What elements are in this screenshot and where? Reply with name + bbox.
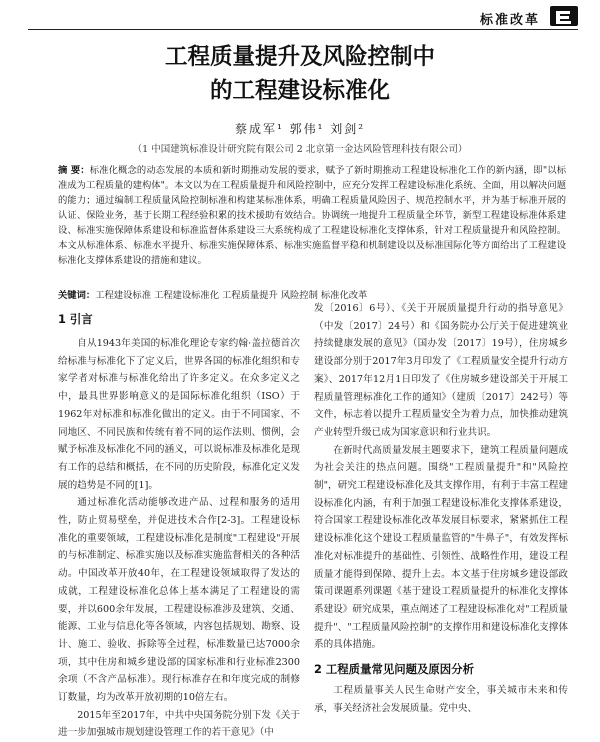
section-2-heading: 2 工程质量常见问题及原因分析 [314, 662, 474, 677]
header-rule [28, 29, 578, 30]
left-column [58, 300, 300, 742]
abstract [58, 163, 566, 268]
authors: 蔡成军¹ 郭伟¹ 刘剑² [234, 122, 366, 136]
affiliation: （1 中国建筑标准设计研究院有限公司 2 北京第一金达风险管理科技有限公司） [132, 144, 468, 155]
keywords-text: 工程建设标准 工程建设标准化 工程质量提升 风险控制 标准化改革 [95, 290, 368, 301]
paragraph: 工程质量事关人民生命财产安全，事关城市未来和传承，事关经济社会发展质量。党中央、 [314, 685, 568, 714]
keywords-label: 关键词： [58, 290, 96, 301]
abstract-label: 摘 要： [58, 165, 90, 176]
article-title [0, 40, 600, 108]
paragraph: 自从1943年美国的标准化理论专家约翰·盖拉德首次给标准与标准化下了定义后，世界各国的标准化组织和专家学者对标准与标准化给出了许多定义。在众多定义之中，最具世界影响意义的是国际标准化组织（ISO）于1962年对标准和标准化做出的定义。由于不同国家、不同地区、不同民族和传统有着不同的运作法则、惯例，会赋予标准及标准化不同的涵义，可以说标准及标准化是现有工作的总结和概括，在不同的历史阶段，标准化定义发展的趋势是不同的[1]。 [58, 338, 300, 491]
paragraph: 通过标准化活动能够改进产品、过程和服务的适用性，防止贸易壁垒，并促进技术合作[2-3]。工程建设标准化的重要领域，工程建设标准化是制度"工程建设"开展的与标准制定、标准实施以及标准实施监督相关的各种活动。中国改革开放40年，在工程建设领域取得了发达的成就，工程建设标准化总体上基本满足了工程建设的需要，并以600余年发展，工程建设标准涉及建筑、交通、能源、工业与信息化等各领域，内容包括规划、勘察、设计、施工、验收、拆除等全过程，标准数量已达7000余项，其中住房和城乡建设部的国家标准和行业标准2300余项（不含产品标准）。现行标准存在和年度完成的制修订数量，均为改革开放初期的10倍左右。 [58, 497, 300, 704]
journal-logo-icon [550, 6, 578, 26]
paragraph: 在新时代高质量发展主题要求下，建筑工程质量问题成为社会关注的热点问题。围绕"工程质量提升"和"风险控制"，研究工程建设标准化及其支撑作用，有利于丰富工程建设标准化内涵，有利于加强工程建设标准化支撑体系建设，符合国家工程建设标准化改革发展目标要求，紧紧抓住工程建设标准化这个建设工程质量监管的"牛鼻子"，有效发挥标准化对标准提升的基础性、引领性、战略性作用，建设工程质量才能得到保障、提升上去。本文基于住房城乡建设部政策司课题系列课题《基于建设工程质量提升的标准化支撑体系建设》研究成果，重点阐述了工程建设标准化对"工程质量提升"、"工程质量风险控制"的支撑作用和建设标准化支撑体系的具体措施。 [314, 444, 568, 651]
right-column [314, 300, 568, 717]
section-1-heading: 1 引言 [58, 312, 93, 326]
paragraph: 2015年至2017年，中共中央国务院分别下发《关于进一步加强城市规划建设管理工作的若干意见》（中 [58, 709, 300, 739]
paragraph: 发〔2016〕6号）、《关于开展质量提升行动的指导意见》（中发〔2017〕24号）和《国务院办公厅关于促进建筑业持续健康发展的意见》（国办发〔2017〕19号），住房城乡建设部分别于2017年3月印发了《工程质量安全提升行动方案》、2017年12月1日印发了《住房城乡建设部关于开展工程质量管理标准化工作的通知》（建质〔2017〕242号）等文件，标志着以提升工程质量安全为着力点，加快推动建筑产业转型升级已成为国家意识和行业共识。 [314, 303, 568, 438]
title-line-2: 的工程建设标准化 [209, 78, 390, 104]
running-head: 标准改革 [479, 13, 540, 28]
title-line-1: 工程质量提升及风险控制中 [164, 44, 435, 70]
abstract-text: 标准化概念的动态发展的本质和新时期推动发展的要求，赋予了新时期推动工程建设标准化工作的新内涵，即"以标准成为工程质量的建构体"。本文以为在工程质量提升和风险控制中，应充分发挥工程建设标准化系统、全面，用以解决问题的能力；通过编制工程质量风险控制标准和构建某标准体系，明确工程质量风险因子、规范控制水平，并为基于标准开展的认证、保险业务，基于长期工程经验积累的技术援助有效结合。协调统一地提升工程质量全环节，新型工程建设标准体系建设、标准实施保障体系建设和标准监督体系建设三大系统构成了工程建设标准化支撑体系，针对工程质量提升和风险控制。本文从标准体系、标准水平提升、标准实施保障体系、标准实施监督平稳和机制建设以及标准国际化等方面给出了工程建设标准化支撑体系建设的措施和建议。 [58, 165, 566, 266]
